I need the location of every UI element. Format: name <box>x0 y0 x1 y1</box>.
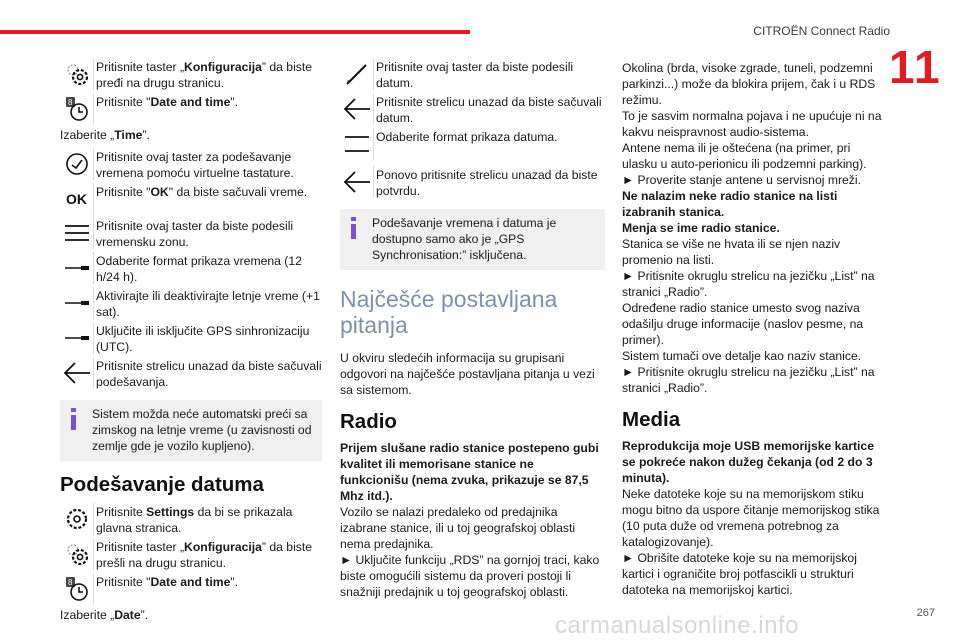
step-row <box>60 322 322 355</box>
back-arrow-icon <box>340 93 374 125</box>
step-row <box>60 287 322 320</box>
format-toggle-icon <box>60 252 94 284</box>
step-text: Odaberite format prikaza vremena (12 h/24 h). <box>96 254 302 284</box>
step-row <box>60 252 322 285</box>
info-note <box>60 400 322 461</box>
answer: ► Proverite stanje antene u servisnoj mreži. <box>622 173 861 187</box>
step-text: Aktivirajte ili deaktivirajte letnje vreme (+1 sat). <box>96 289 320 319</box>
faq-title: Najčešće postavljana pitanja <box>340 286 558 338</box>
clock-date-icon <box>60 573 94 605</box>
step-row <box>60 503 322 536</box>
step-row <box>340 128 605 160</box>
step-row <box>340 93 605 126</box>
step-row <box>60 58 322 91</box>
gps-sync-toggle-icon <box>60 322 94 354</box>
step-text: Odaberite format prikaza datuma. <box>376 130 558 144</box>
step-row <box>60 357 322 390</box>
answer: Antene nema ili je oštećena (na primer, pri ulasku u auto-perionicu ili podzemni parking). <box>622 141 867 171</box>
summer-time-toggle-icon <box>60 287 94 319</box>
step-text: Pritisnite taster „Konfiguracija” da biste pređi na drugu stranicu. <box>96 60 313 90</box>
step-text: Pritisnite Settings da bi se prikazala glavna stranica. <box>96 505 293 535</box>
instruction: Izaberite „Time”. <box>60 128 150 142</box>
back-arrow-icon <box>340 166 374 198</box>
step-text: Pritisnite ovaj taster da biste podesili vremensku zonu. <box>96 219 294 249</box>
step-text: Ponovo pritisnite strelicu unazad da biste potvrdu. <box>376 168 598 198</box>
answer: ► Pritisnite okruglu strelicu na jezičku „List” na stranici „Radio”. <box>622 269 875 299</box>
answer: ► Pritisnite okruglu strelicu na jezičku „List” na stranici „Radio”. <box>622 365 875 395</box>
column-1 <box>60 58 322 628</box>
question: Ne nalazim neke radio stanice na listi izabranih stanica. <box>622 189 838 219</box>
instruction: Izaberite „Date”. <box>60 608 149 622</box>
top-red-bar <box>0 30 470 34</box>
answer: ► Obrišite datoteke koje su na memorijskoj kartici i ograničite broj potfascikli u strukturi datoteka na memorijskoj kartici. <box>622 551 857 597</box>
info-text: Podešavanje vremena i datuma je dostupno samo ako je „GPS Synchronisation:” isključena. <box>372 216 557 262</box>
svg-text:8: 8 <box>67 578 72 587</box>
ok-icon: OK <box>60 183 94 215</box>
step-row <box>60 217 322 250</box>
section-heading-media: Media <box>622 408 681 431</box>
info-note <box>340 209 605 270</box>
step-text: Pritisnite ovaj taster da biste podesili datum. <box>376 60 574 90</box>
step-text: Pritisnite "OK" da biste sačuvali vreme. <box>96 185 308 199</box>
step-text: Pritisnite strelicu unazad da biste sačuvali datum. <box>376 95 602 125</box>
step-text: Pritisnite "Date and time". <box>96 575 239 589</box>
faq-intro: U okviru sledećih informacija su grupisani odgovori na najčešće postavljana pitanja u vezi sa sistemom. <box>340 351 595 397</box>
column-2 <box>340 58 605 600</box>
question: Reprodukcija moje USB memorijske kartice se pokreće nakon dužeg čekanja (od 2 do 3 minuta). <box>622 439 874 485</box>
clock-date-icon <box>60 93 94 125</box>
answer: ► Uključite funkciju „RDS” na gornjoj traci, kako biste omogućili sistemu da proveri postoji li snažniji predajnik u toj geografskoj oblasti. <box>340 553 600 599</box>
step-text: Pritisnite strelicu unazad da biste sačuvali podešavanja. <box>96 359 322 389</box>
clock-icon <box>60 148 94 180</box>
step-row <box>60 538 322 571</box>
info-icon <box>349 217 359 239</box>
step-text: Pritisnite ovaj taster za podešavanje vremena pomoću virtuelne tastature. <box>96 150 294 180</box>
watermark: carmanualsonline.info <box>555 612 799 639</box>
info-text: Sistem možda neće automatski preći sa zimskog na letnje vreme (u zavisnosti od zemlje gde je vozilo kupljeno). <box>92 407 312 453</box>
step-row <box>340 58 605 91</box>
column-3 <box>622 60 884 598</box>
running-head: CITROËN Connect Radio <box>753 24 890 38</box>
pencil-icon <box>340 58 374 90</box>
answer: Stanica se više ne hvata ili se njen naziv promenio na listi. <box>622 237 841 267</box>
settings-gear-icon <box>60 58 94 90</box>
settings-gear-icon <box>60 538 94 570</box>
menu-list-icon <box>60 217 94 249</box>
answer: To je sasvim normalna pojava i ne upućuje ni na kakvu neispravnost audio-sistema. <box>622 109 882 139</box>
question: Menja se ime radio stanice. <box>622 221 780 235</box>
step-row <box>60 93 322 125</box>
section-heading-date: Podešavanje datuma <box>60 473 264 496</box>
answer: Neke datoteke koje su na memorijskom stiku mogu bitno da uspore čitanje memorijskog stika (10 puta duže od vremena potrebnog za katalogizovanje). <box>622 487 880 549</box>
date-format-icon <box>340 128 374 160</box>
step-text: Uključite ili isključite GPS sinhronizaciju (UTC). <box>96 324 310 354</box>
answer: Određene radio stanice umesto svog naziva odašilju druge informacije (naslov pesme, na primer). <box>622 301 864 347</box>
svg-text:8: 8 <box>67 98 72 107</box>
step-text: Pritisnite taster „Konfiguracija” da biste prešli na drugu stranicu. <box>96 540 313 570</box>
step-row <box>60 573 322 605</box>
step-row <box>60 148 322 181</box>
question: Prijem slušane radio stanice postepeno gubi kvalitet ili memorisane stanice ne funkcionišu (nema zvuka, prikazuje se 87,5 Mhz itd.). <box>340 441 599 503</box>
settings-icon <box>60 503 94 535</box>
step-row <box>60 183 322 215</box>
step-text: Pritisnite "Date and time". <box>96 95 239 109</box>
chapter-number: 11 <box>889 41 942 93</box>
step-row <box>340 166 605 199</box>
page-number: 267 <box>916 607 935 619</box>
answer: Vozilo se nalazi predaleko od predajnika izabrane stanice, ili u toj geografskoj oblasti nema predajnika. <box>340 505 576 551</box>
answer: Sistem tumači ove detalje kao naziv stanice. <box>622 349 862 363</box>
section-heading-radio: Radio <box>340 410 397 433</box>
back-arrow-icon <box>60 357 94 389</box>
answer: Okolina (brda, visoke zgrade, tuneli, podzemni parkinzi...) može da blokira prijem, čak i u RDS režimu. <box>622 61 876 107</box>
info-icon <box>69 408 79 430</box>
